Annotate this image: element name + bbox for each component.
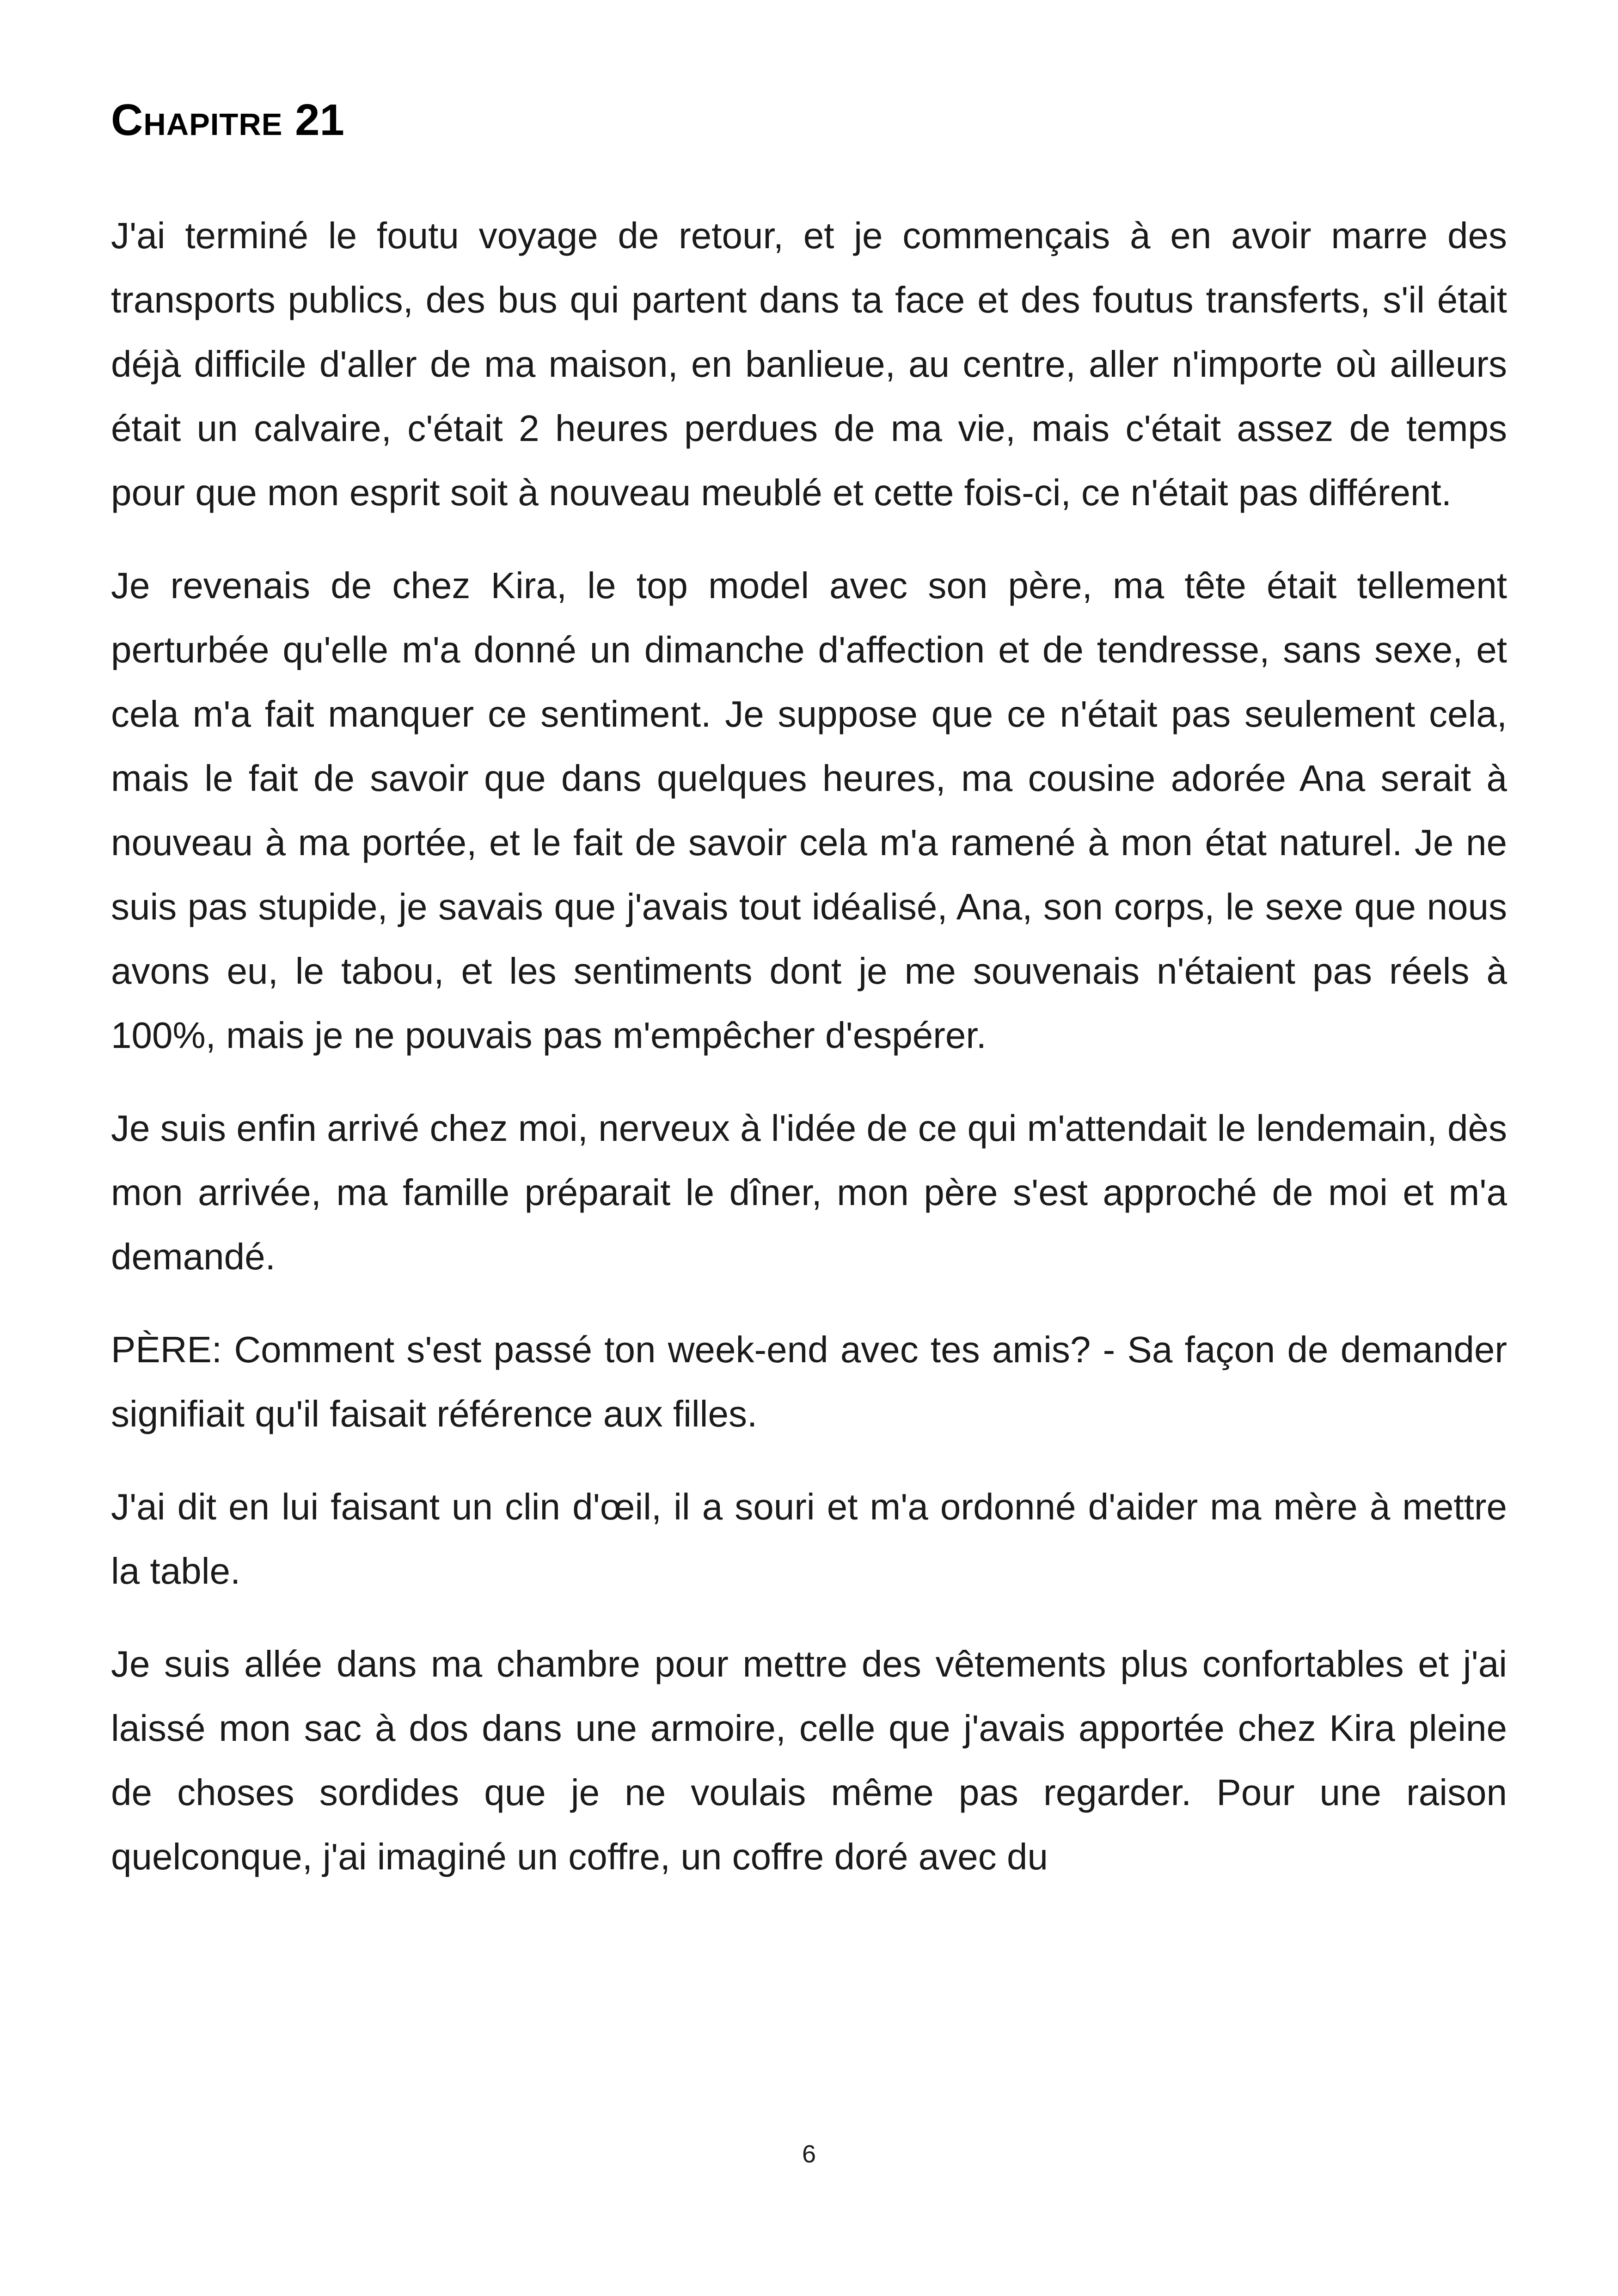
- chapter-title-word: Chapitre: [111, 95, 283, 145]
- paragraph-4: PÈRE: Comment s'est passé ton week-end avec tes amis? - Sa façon de demander signifiait qu'il faisait référence aux filles.: [111, 1329, 1507, 1434]
- chapter-title: [111, 88, 344, 153]
- chapter-title-number: 21: [295, 95, 344, 145]
- paragraph-2: Je revenais de chez Kira, le top model avec son père, ma tête était tellement perturbée qu'elle m'a donné un dimanche d'affection et de tendresse, sans sexe, et cela m'a fait manquer ce sentiment. Je suppose que ce n'était pas seulement cela, mais le fait de savoir que dans quelques heures, ma cousine adorée Ana serait à nouveau à ma portée, et le fait de savoir cela m'a ramené à mon état naturel. Je ne suis pas stupide, je savais que j'avais tout idéalisé, Ana, son corps, le sexe que nous avons eu, le tabou, et les sentiments dont je me souvenais n'étaient pas réels à 100%, mais je ne pouvais pas m'empêcher d'espérer.: [111, 565, 1507, 1056]
- paragraph-3: Je suis enfin arrivé chez moi, nerveux à l'idée de ce qui m'attendait le lendemain, dès mon arrivée, ma famille préparait le dîner, mon père s'est approché de moi et m'a demandé.: [111, 1108, 1507, 1277]
- paragraph-1: J'ai terminé le foutu voyage de retour, et je commençais à en avoir marre des transports publics, des bus qui partent dans ta face et des foutus transferts, s'il était déjà difficile d'aller de ma maison, en banlieue, au centre, aller n'importe où ailleurs était un calvaire, c'était 2 heures perdues de ma vie, mais c'était assez de temps pour que mon esprit soit à nouveau meublé et cette fois-ci, ce n'était pas différent.: [111, 215, 1507, 513]
- page-number: 6: [802, 2140, 816, 2168]
- document-page: [111, 0, 1507, 2296]
- paragraph-5: J'ai dit en lui faisant un clin d'œil, il a souri et m'a ordonné d'aider ma mère à mettre la table.: [111, 1486, 1507, 1592]
- chapter-body: [111, 203, 1507, 1889]
- paragraph-6: Je suis allée dans ma chambre pour mettre des vêtements plus confortables et j'ai laissé mon sac à dos dans une armoire, celle que j'avais apportée chez Kira pleine de choses sordides que je ne voulais même pas regarder. Pour une raison quelconque, j'ai imaginé un coffre, un coffre doré avec du: [111, 1643, 1507, 1877]
